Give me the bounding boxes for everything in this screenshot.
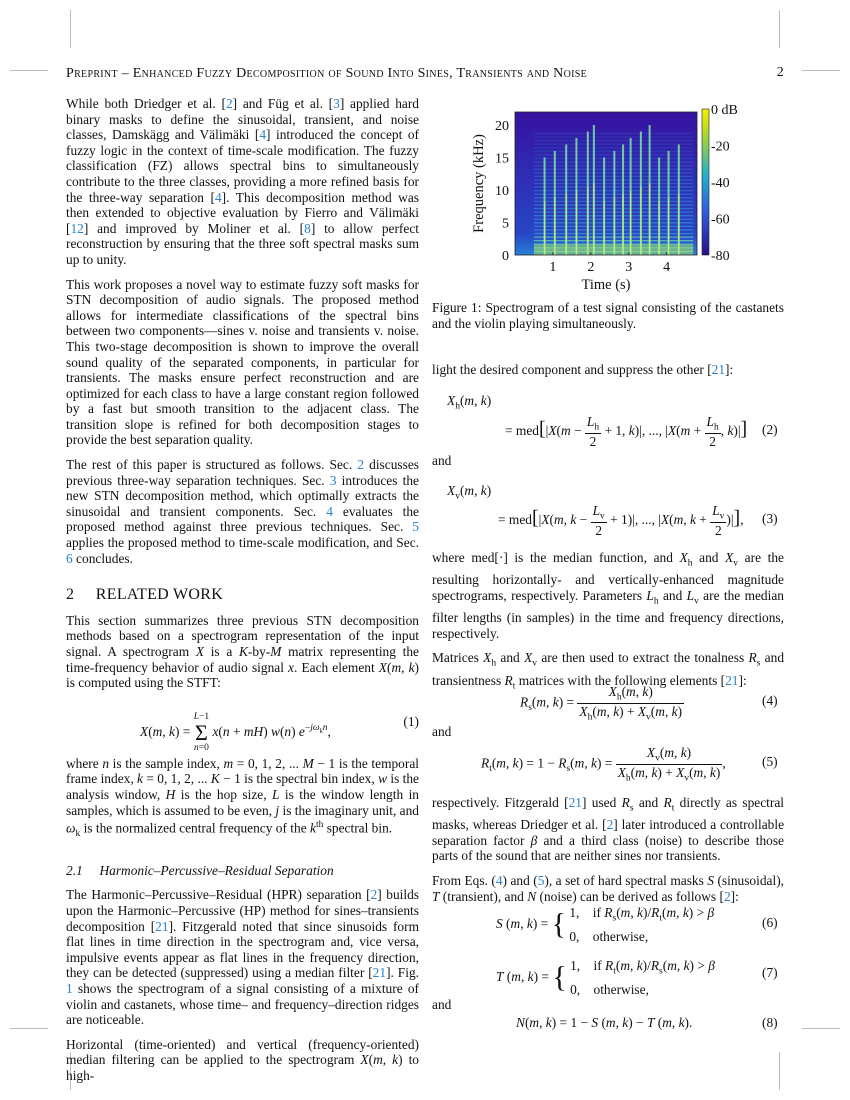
x-tick-label: 4 <box>663 260 671 275</box>
y-tick-label: 10 <box>495 184 509 199</box>
citation-link[interactable]: 12 <box>70 220 84 236</box>
crop-mark <box>779 1052 780 1090</box>
citation-link[interactable]: 2 <box>225 96 233 111</box>
right-column <box>432 362 784 387</box>
crop-mark <box>802 1028 840 1029</box>
equation-4: $R_s(m$, k) = $\frac{X_h(m, k)}{X_h(m, k) + X_v(m, k)}$ <box>520 684 683 723</box>
running-head <box>66 65 784 82</box>
figure-caption: Figure 1: Spectrogram of a test signal consisting of the castanets and the violin playing simultaneously. <box>432 300 784 331</box>
equation-3: = med[|X(m, k − $\frac{L_v}{2}$ + 1)|, ..., |X(m, k + $\frac{L_v}{2}$ )|], <box>498 503 744 538</box>
paragraph: where n is the sample index, m = 0, 1, 2, ... M − 1 is the temporal frame index, k = 0, 1, 2, ... K − 1 is the spectral bin index, w is the analysis window, H is the hop size, L is the window length in samples, which is assumed to be even, j is the imaginary unit, and $\omega_k$ is the normalized central frequency of the $k^{th}$ spectral bin. <box>66 755 420 840</box>
equation-2-lhs: $X_h(m$, k) <box>447 393 492 412</box>
and-word: and <box>432 997 452 1012</box>
y-tick-label: 15 <box>495 151 509 167</box>
paragraph: where med[·] is the median function, and $X_h$ and $X_v$ are the resulting horizontally- and vertically-enhanced magnitude spectrograms, respectively. Parameters $L_h$ and $L_v$ are the median filter lengths (in samples) in the time and frequency directions, respectively. <box>432 550 784 641</box>
citation-link[interactable]: 6 <box>66 550 73 566</box>
equation-5: $R_t(m$, $k) = 1 - R_s(m$, k) = $\frac{X_v(m, k)}{X_h(m, k) + X_v(m, k)}$ , <box>481 745 726 784</box>
equation-number: (4) <box>762 693 778 708</box>
equation-number: (7) <box>762 965 778 980</box>
colorbar-tick-label: -80 <box>711 249 730 264</box>
y-axis-label: Frequency (kHz) <box>471 134 487 233</box>
citation-link[interactable]: 2 <box>723 888 731 904</box>
colorbar-tick-label: -60 <box>711 212 730 228</box>
citation-link[interactable]: 3 <box>333 96 340 111</box>
colorbar-tick-label: -20 <box>711 139 730 155</box>
equation-3-lhs: $X_v(m$, k) <box>447 483 492 502</box>
citation-link[interactable]: 4 <box>214 189 222 205</box>
citation-link[interactable]: 21 <box>725 672 739 688</box>
crop-mark <box>10 1028 48 1029</box>
colorbar <box>702 109 709 255</box>
citation-link[interactable]: 4 <box>326 503 333 519</box>
citation-link[interactable]: 3 <box>329 472 337 488</box>
citation-link[interactable]: 21 <box>568 795 582 810</box>
equation-number: (6) <box>762 915 778 930</box>
citation-link[interactable]: 2 <box>370 887 378 903</box>
citation-link[interactable]: 5 <box>537 873 545 889</box>
equation-1: X(m, k) = L−1 Σ n=0 x(n + mH) w(n) $e^{-j\omega_kn}$, (1) <box>140 711 419 753</box>
paragraph: Horizontal (time-oriented) and vertical (frequency-oriented) median filtering can be applied to the spectrogram X(m, k) to high- <box>66 1036 420 1084</box>
paragraph: This work proposes a novel way to estimate fuzzy soft masks for STN decomposition of audio signals. The proposed method allows for intermediate classifications of the spectral bins between two components—sines v. noise and transients v. noise. This two-stage decomposition is shown to improve the overall sound quality of the separated components, in particular for transients. The masks ensure perfect reconstruction and are optimized for each class to have a large constant region followed by a fast but smooth transition to the adjacent class. The transition slope is refined for both decomposition stages to provide the best separation quality. <box>66 276 419 448</box>
x-tick-label: 3 <box>625 260 633 275</box>
colorbar-tick-label: -40 <box>711 176 730 191</box>
equation-2: = med[|X(m − $\frac{L_h}{2}$ + 1, k)|, ..., |X(m + $\frac{L_h}{2}$ , k)|] <box>505 414 748 449</box>
paragraph: light the desired component and suppress the other [21]: <box>432 362 734 377</box>
citation-link[interactable]: 5 <box>412 519 419 535</box>
spectrogram-chart <box>432 100 784 295</box>
crop-mark <box>802 70 840 71</box>
crop-mark <box>779 10 780 48</box>
crop-mark <box>70 10 71 48</box>
paragraph: While both Driedger et al. [2] and Füg et al. [3] applied hard binary masks to define the sinusoidal, transient, and noise classes, Damskägg and Välimäki [4] introduced the concept of fuzzy logic in the context of time-scale modification. The fuzzy classification (FZ) allows spectral bins to simultaneously contribute to the three classes, providing a more refined basis for the three-way separation [4]. This decomposition method was then extended to objective evaluation by Fierro and Välimäki [12] and improved by Moliner et al. [8] to allow perfect reconstruction by ensuring that the three soft spectral masks sum up to unity. <box>66 96 420 267</box>
citation-link[interactable]: 8 <box>304 220 311 236</box>
paragraph: Matrices $X_h$ and $X_v$ are then used to extract the tonalness $R_s$ and transientness $R_t$ matrices with the following elements [21]: <box>432 650 785 692</box>
running-head-title: Preprint – Enhanced Fuzzy Decomposition of Sound Into Sines, Transients and Noise <box>66 66 587 81</box>
citation-link[interactable]: 2 <box>606 817 614 833</box>
right-column-text-3 <box>432 795 784 913</box>
x-tick-label: 2 <box>587 260 595 275</box>
equation-8: N(m, k) = 1 − S (m, k) − T (m, k). <box>516 1015 693 1030</box>
and-word: and <box>432 724 452 739</box>
subsection-heading: 2.1 Harmonic–Percussive–Residual Separation <box>66 862 334 878</box>
equation-6: S (m, k) = { 1, if $R_s(m$, $k)/R_t(m$, k) > β 0, otherwise, <box>496 905 715 944</box>
y-tick-label: 20 <box>495 119 509 134</box>
citation-link[interactable]: 21 <box>711 362 726 377</box>
equation-7: T (m, k) = { 1, if $R_t(m$, $k)/R_s(m$, k) > β 0, otherwise, <box>496 958 715 997</box>
paragraph: The rest of this paper is structured as follows. Sec. 2 discusses previous three-way separation techniques. Sec. 3 introduces the new STN decomposition method, which optimally extracts the sinusoidal and transient components. Sec. 4 evaluates the proposed method against three previous techniques. Sec. 5 applies the proposed method to time-scale modification, and Sec. 6 concludes. <box>66 457 420 566</box>
y-tick-label: 0 <box>502 249 509 264</box>
section-heading: 2 RELATED WORK <box>66 586 224 604</box>
paragraph: This section summarizes three previous STN decomposition methods based on a spectrogram representation of the input signal. A spectrogram X is a K-by-M matrix representing the time-frequency behavior of audio signal x. Each element X(m, k) is computed using the STFT: <box>66 612 419 691</box>
equation-number: (3) <box>762 511 778 526</box>
equation-number: (1) <box>403 713 419 729</box>
citation-link[interactable]: 2 <box>357 457 365 473</box>
paragraph: respectively. Fitzgerald [21] used $R_s$ and $R_t$ directly as spectral masks, whereas Driedger et al. [2] later introduced a controllable separation factor β and a third class (noise) to describe those parts of the sound that are neither sines nor transients. <box>432 795 785 864</box>
citation-link[interactable]: 21 <box>155 918 169 934</box>
citation-link[interactable]: 1 <box>66 981 73 997</box>
paragraph: From Eqs. (4) and (5), a set of hard spectral masks S (sinusoidal), T (transient), and N (noise) can be derived as follows [2]: <box>432 873 785 904</box>
page-number: 2 <box>776 65 784 80</box>
equation-number: (2) <box>762 422 778 437</box>
left-column <box>66 96 419 1093</box>
equation-number: (8) <box>762 1015 778 1030</box>
citation-link[interactable]: 4 <box>495 873 503 889</box>
x-axis-label: Time (s) <box>581 277 631 293</box>
paragraph: The Harmonic–Percussive–Residual (HPR) separation [2] builds upon the Harmonic–Percussive (HP) method for sines–transients decomposition [21]. Fitzgerald noted that since sinusoids form flat lines in time direction in the spectrogram and, vice versa, impulsive events appear as flat lines in the frequency direction, they can be detected (suppressed) using a median filter [21]. Fig. 1 shows the spectrogram of a signal consisting of a mixture of violin and castanets, whose time– and frequency–direction ridges are noticeable. <box>66 887 419 1028</box>
right-column-text-2 <box>432 550 784 704</box>
spectrogram-figure <box>432 100 784 300</box>
citation-link[interactable]: 21 <box>372 965 387 981</box>
y-tick-label: 5 <box>502 216 509 232</box>
citation-link[interactable]: 4 <box>259 127 267 143</box>
x-tick-label: 1 <box>549 260 557 275</box>
equation-number: (5) <box>762 754 778 769</box>
and-word: and <box>432 453 452 468</box>
colorbar-tick-label: 0 dB <box>711 103 738 118</box>
crop-mark <box>10 70 48 71</box>
